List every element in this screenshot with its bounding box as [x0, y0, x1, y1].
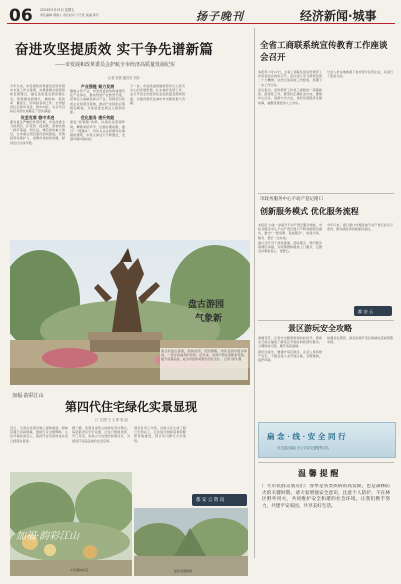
garden-photo-right [134, 508, 248, 576]
right-column [258, 28, 394, 578]
bottom-col-3 [134, 426, 186, 486]
pandas-badge [192, 494, 247, 506]
side-divider-1 [258, 193, 394, 194]
garden-photo-right-caption: 绿化景观效果 [174, 569, 193, 573]
garden-photo-right-image [134, 508, 248, 576]
bottom-paragraph-3: 项目负责人介绍，目前小区主体工程已全部完工，正在进行园林景观和配套设施建设，预计年内即可交付使用。 [134, 426, 186, 443]
notice-title: 温 馨 提 醒 [298, 468, 339, 478]
pandas-badge-2 [354, 306, 392, 316]
safety-banner [258, 422, 396, 458]
side-article-3-col-a [258, 336, 322, 420]
bottom-col-2 [72, 426, 130, 468]
side-article-2-col-b [327, 223, 393, 279]
paper-name: 扬子晚刊 [196, 10, 244, 23]
masthead-rule [7, 23, 395, 24]
side-article-3-title: 景区游玩安全攻略 [288, 323, 352, 333]
pandas-badge-text: 都 安 云 资 讯 [196, 498, 225, 503]
pandas-badge-2-text: 都 安 云 [358, 308, 374, 314]
main-col-3 [130, 84, 185, 238]
side-1-paragraph-3: 与会人员实地参观了我市部分民营企业，并进行了座谈交流。 [327, 70, 393, 79]
main-paragraph-4: 深化“放管服”改革，持续优化营商环境，精简审批环节，压缩办理时限，推行“一网通办”，切实为企业和群众办事提供便利，市场主体活力不断激发，发展环境持续向好。 [70, 120, 125, 142]
photo-caption-title-1: 盘古游园 [188, 300, 225, 310]
side-3-paragraph-2: 游玩过程中，要遵守景区秩序，注意人身和财产安全，不随意进入未开放区域，文明旅游，爱护环境。 [258, 349, 322, 363]
page-number: 06 [9, 6, 33, 26]
side-article-1-col-a [258, 70, 322, 178]
main-section-head-1: 攻坚克难 稳中求进 [20, 114, 55, 120]
main-article-byline: 记者 张晨 通讯员 刘东 [108, 76, 140, 80]
bottom-article [10, 390, 250, 580]
editors-line: 责任编辑 谭春人 责任校对 方艺佳 美编 黄芳 [40, 13, 99, 17]
side-2-paragraph-2: 窗口还开设了绿色通道、延时服务、预约服务等便民举措，为特殊群体提供上门服务，让群众办事更省心、更舒心。 [258, 241, 322, 254]
safety-banner-text: 扁 念 · 线 · 安 全 同 行 [267, 432, 346, 441]
photo-caption-title-2: 气象新 [195, 314, 223, 324]
side-article-2-title: 创新服务模式 优化服务流程 [260, 206, 359, 216]
garden-photo-left-caption: 小区园林实景 [70, 568, 89, 572]
bottom-article-kicker: 加福·韵彩江山 [12, 393, 44, 399]
side-divider-3 [258, 462, 394, 463]
safety-banner-sub: 市交通运输局 市公安局交通警察支队 [277, 446, 330, 450]
photo-caption-body: 春日的盘古游园，绿树成荫，花团锦簇，市民在园中散步休闲，一派生机盎然的景象。近年来，该园不断完善配套设施，提升景观品质，成为市民休闲娱乐的好去处。 [161, 349, 247, 362]
notice-box [258, 466, 394, 576]
sculpture-photo [10, 240, 250, 385]
notice-text: 广大市民群众朋友们：春季是各类疾病的高发期，也是森林防火的关键时期。请大家增强安全意识，注意个人防护，不在林区野外用火，共同维护安全和谐的社会环境。让我们携手努力，共建平安家园，共享美好生活。 [262, 484, 390, 509]
main-section-head-3: 优化服务 提升效能 [80, 115, 115, 121]
column-divider [254, 28, 255, 558]
side-3-paragraph-1: 春暖花开，正是外出踏青游玩的好时节。游客出行前应提前了解景区开放时间和预约要求，合理规划行程，避开客流高峰。 [258, 336, 322, 349]
side-divider-2 [258, 320, 394, 321]
side-1-paragraph-2: 会议指出，宣传教育工作是工商联的一项基础性、经常性工作，要坚持正确政治方向，聚焦中心任务，创新方式方法，讲好民营经济发展故事，凝聚民营经济人士共识。 [258, 88, 322, 105]
main-paragraph-2: 面对复杂严峻的外部环境，市发改委全力抓项目、扩投资、促消费，谋划实施一批打基础、利长远、增后劲的重大项目，全市重点项目建设加快推进，有效投资持续扩大，消费市场加快回暖，经济运行总体平稳。 [10, 119, 65, 145]
main-article [10, 28, 250, 238]
side-article-1-col-b [327, 70, 393, 178]
garden-photo-left [10, 472, 132, 576]
main-paragraph-5: 下一步，市发改委将继续坚持以人民为中心的发展思想，扎实做好各项工作，奋力开创全市经济社会高质量发展新局面，为建设现代化城市作出新的更大贡献。 [130, 84, 185, 105]
main-paragraph-1: 今年以来，市发展和改革委员会坚持稳中求进工作总基调，完整准确全面贯彻新发展理念，锚定高质量发展首要任务，统筹推进稳增长、调结构、促改革、惠民生、防风险各项工作，全市经济运行稳中有进、稳中向好，为全年目标任务的实现奠定了坚实基础。 [10, 84, 65, 114]
main-paragraph-3: 聚焦主导产业，市发改委加快构建现代化产业体系，推动传统产业转型升级，培育壮大战略性新兴产业，积极招引优质企业和项目落地，推动产业链供应链稳定畅通，为高质量发展注入强劲动能。 [70, 89, 125, 115]
side-article-3-col-b [327, 336, 393, 420]
garden-photo-left-image [10, 472, 132, 576]
main-col-1 [10, 84, 65, 238]
side-3-paragraph-3: 如遇突发情况，请及时拨打景区救援电话或报警求助。 [327, 336, 393, 345]
side-2-paragraph-1: 本报讯 为进一步提升不动产登记服务效能，市政务服务中心不动产登记窗口不断创新服务模式，推出“一窗受理、集成服务”，实现交易、税务、登记一次办结。 [258, 223, 322, 240]
main-col-2 [70, 84, 125, 238]
main-article-subtitle: ——市发展和改革委员会护航全市经济高质量发展纪实 [55, 62, 176, 68]
garden-photo-left-label: 加福·韵彩江山 [16, 531, 80, 542]
bottom-article-title: 第四代住宅绿化实景显现 [65, 400, 198, 414]
dateline: 2024年3月15日 星期五 [40, 8, 75, 12]
main-col-4 [190, 84, 248, 238]
side-article-2-col-a [258, 223, 322, 303]
side-article-2-kicker: 市政务服务中心不动产登记窗口 [260, 197, 323, 202]
side-article-1-title: 全省工商联系统宣传教育工作座谈会召开 [260, 41, 388, 63]
bottom-paragraph-1: 近日，记者在该项目施工现场看到，园林景观已初具规模，绿树红花交相辉映，小区环境优美宜人，第四代住宅的绿化实景已经逐步显现。 [10, 426, 68, 443]
photo-credit: 记者 刘洋 摄 [223, 357, 242, 362]
bottom-paragraph-2: 据了解，该项目采用立体绿化设计理念，每层都设有空中花园，让住户推窗见绿、开门见景，实现人与自然的和谐共生，为居民打造高品质的生活空间。 [72, 426, 130, 443]
bottom-article-byline: 口 文/图 王 文 彬 张 丽 [95, 418, 128, 422]
section-name: 经济新闻·城事 [300, 9, 377, 23]
side-2-paragraph-3: 今年以来，窗口累计办理各类不动产登记业务万余件，群众满意率持续保持高位。 [327, 223, 393, 232]
side-1-paragraph-1: 本报讯 3月12日，全省工商联系统宣传教育工作座谈会在我市召开，会议深入学习贯彻党的二十大精神，总结交流各地工作经验，部署下一步工作任务。 [258, 70, 322, 87]
main-article-title: 奋进攻坚提质效 实干争先谱新篇 [15, 42, 214, 58]
photo-caption-text [160, 348, 248, 380]
bottom-col-1 [10, 426, 68, 468]
main-section-head-2: 产业强链 聚力发展 [80, 84, 115, 89]
